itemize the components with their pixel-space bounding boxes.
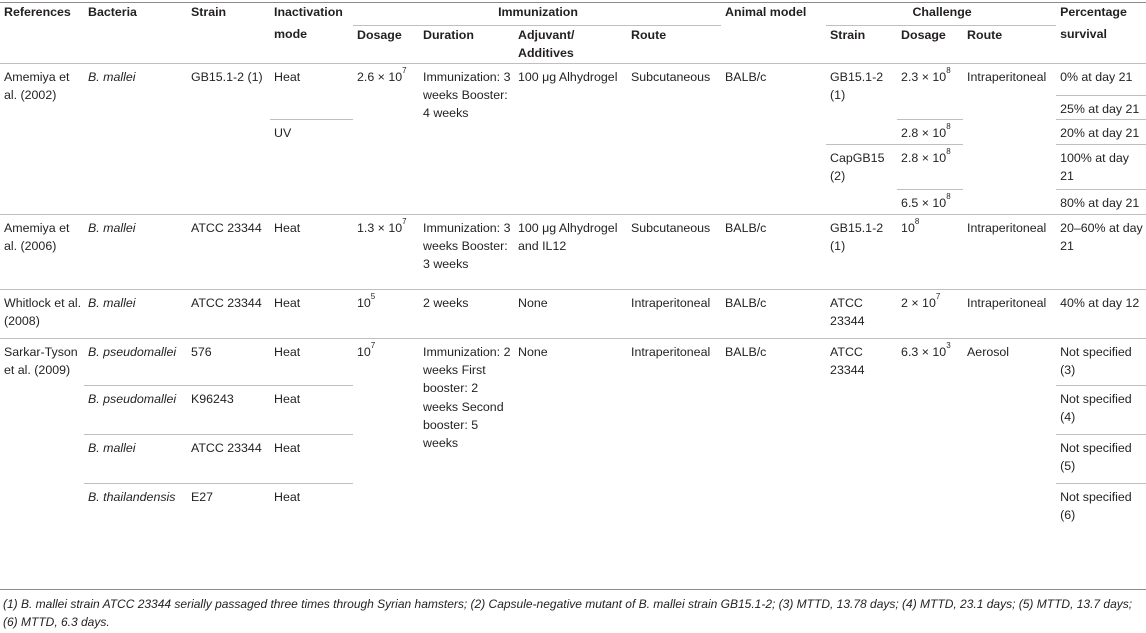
cell-strain: ATCC 23344 [187, 435, 270, 484]
cell-challenge-dosage: $2.3 \times 10^8$ [897, 64, 963, 120]
cell-bacteria: B. mallei [84, 64, 187, 215]
cell-route: Subcutaneous [627, 64, 721, 215]
cell-challenge-strain: CapGB15 (2) [826, 145, 897, 215]
table-bottom-rule [0, 589, 1146, 590]
cell-animal-model: BALB/c [721, 64, 826, 215]
cell-dosage: $2.6 \times 10^7$ [353, 64, 419, 215]
cell-survival: Not specified (5) [1056, 435, 1146, 484]
cell-survival: Not specified (4) [1056, 386, 1146, 435]
cell-strain: ATCC 23344 [187, 215, 270, 290]
cell-challenge-dosage: $2 \times 10^7$ [897, 290, 963, 339]
cell-adjuvant: 100 μg Alhydrogel [514, 64, 627, 215]
table-row [0, 339, 1146, 386]
cell-strain: K96243 [187, 386, 270, 435]
cell-route: Intraperitoneal [627, 339, 721, 533]
cell-adjuvant: None [514, 290, 627, 339]
cell-survival: Not specified (6) [1056, 484, 1146, 533]
cell-duration: Immunization: 3 weeks Booster: 3 weeks [419, 215, 514, 290]
cell-challenge-dosage: $6.5 \times 10^8$ [897, 190, 963, 215]
cell-challenge-dosage: $2.8 \times 10^8$ [897, 145, 963, 190]
cell-duration: 2 weeks [419, 290, 514, 339]
header-challenge-strain: Strain [830, 27, 866, 42]
header-duration: Duration [423, 27, 474, 42]
cell-challenge-strain: GB15.1-2 (1) [826, 215, 897, 290]
cell-survival: 25% at day 21 [1056, 96, 1146, 120]
cell-inactivation: Heat [270, 64, 353, 120]
cell-challenge-route: Intraperitoneal [963, 215, 1056, 290]
cell-inactivation: Heat [270, 290, 353, 339]
cell-reference: Amemiya et al. (2006) [0, 215, 84, 290]
header-bacteria: Bacteria [88, 5, 137, 19]
cell-challenge-route: Intraperitoneal [963, 64, 1056, 215]
cell-inactivation: Heat [270, 484, 353, 533]
cell-challenge-strain: ATCC 23344 [826, 290, 897, 339]
cell-animal-model: BALB/c [721, 339, 826, 533]
cell-route: Intraperitoneal [627, 290, 721, 339]
header-inactivation-mode: mode [274, 27, 308, 41]
header-row-1 [0, 3, 1146, 25]
header-adjuvant: Adjuvant/ Additives [518, 27, 575, 60]
cell-survival: 20–60% at day 21 [1056, 215, 1146, 290]
table-footnote: (1) B. mallei strain ATCC 23344 serially passaged three times through Syrian hamsters; (2) Capsule-negative mutant of B. mallei strain GB15.1-2; (3) MTTD, 13.78 days; (4) MTTD, 23.1 days; (5) MTTD, 13.7 days; (6) MTTD, 6.3 days. [3, 597, 1133, 629]
cell-survival: 100% at day 21 [1056, 145, 1146, 190]
cell-strain: E27 [187, 484, 270, 533]
header-dosage: Dosage [357, 27, 402, 42]
cell-challenge-dosage: $10^8$ [897, 215, 963, 290]
cell-bacteria: B. thailandensis [84, 484, 187, 533]
header-challenge-dosage: Dosage [901, 27, 946, 42]
cell-inactivation: Heat [270, 386, 353, 435]
header-inactivation: Inactivation [274, 5, 343, 19]
table-row [0, 64, 1146, 96]
cell-survival: 40% at day 12 [1056, 290, 1146, 339]
cell-strain: GB15.1-2 (1) [187, 64, 270, 215]
cell-inactivation: UV [270, 120, 353, 215]
header-animal-model: Animal model [725, 5, 807, 19]
cell-adjuvant: None [514, 339, 627, 533]
cell-inactivation: Heat [270, 339, 353, 386]
cell-dosage: $10^7$ [353, 339, 419, 533]
header-challenge: Challenge [826, 3, 1056, 25]
cell-route: Subcutaneous [627, 215, 721, 290]
cell-survival: 80% at day 21 [1056, 190, 1146, 215]
cell-challenge-route: Intraperitoneal [963, 290, 1056, 339]
cell-duration: Immunization: 3 weeks Booster: 4 weeks [419, 64, 514, 215]
cell-bacteria: B. pseudomallei [84, 339, 187, 386]
cell-survival: 20% at day 21 [1056, 120, 1146, 145]
header-percentage-survival: survival [1060, 27, 1107, 41]
header-strain: Strain [191, 5, 227, 19]
cell-animal-model: BALB/c [721, 290, 826, 339]
cell-strain: ATCC 23344 [187, 290, 270, 339]
table-row [0, 290, 1146, 339]
cell-challenge-strain: ATCC 23344 [826, 339, 897, 533]
cell-adjuvant: 100 μg Alhydrogel and IL12 [514, 215, 627, 290]
header-immunization: Immunization [353, 3, 721, 25]
cell-dosage: $1.3 \times 10^7$ [353, 215, 419, 290]
cell-challenge-strain: GB15.1-2 (1) [826, 64, 897, 145]
cell-bacteria: B. mallei [84, 435, 187, 484]
header-percentage: Percentage [1060, 5, 1127, 19]
cell-reference: Amemiya et al. (2002) [0, 64, 84, 215]
table-row [0, 215, 1146, 290]
header-references: References [4, 5, 71, 19]
cell-challenge-dosage: $6.3 \times 10^3$ [897, 339, 963, 533]
header-route: Route [631, 27, 667, 42]
cell-bacteria: B. mallei [84, 290, 187, 339]
cell-dosage: $10^5$ [353, 290, 419, 339]
cell-duration: Immunization: 2 weeks First booster: 2 weeks Second booster: 5 weeks [419, 339, 514, 533]
cell-bacteria: B. pseudomallei [84, 386, 187, 435]
cell-reference: Sarkar-Tyson et al. (2009) [0, 339, 84, 533]
cell-inactivation: Heat [270, 435, 353, 484]
cell-survival: 0% at day 21 [1056, 64, 1146, 96]
cell-challenge-route: Aerosol [963, 339, 1056, 533]
cell-strain: 576 [187, 339, 270, 386]
vaccine-table [0, 3, 1146, 532]
header-challenge-route: Route [967, 27, 1003, 42]
cell-inactivation: Heat [270, 215, 353, 290]
cell-animal-model: BALB/c [721, 215, 826, 290]
cell-reference: Whitlock et al. (2008) [0, 290, 84, 339]
header-row-2 [0, 25, 1146, 64]
cell-challenge-dosage: $2.8 \times 10^8$ [897, 120, 963, 145]
cell-bacteria: B. mallei [84, 215, 187, 290]
cell-survival: Not specified (3) [1056, 339, 1146, 386]
